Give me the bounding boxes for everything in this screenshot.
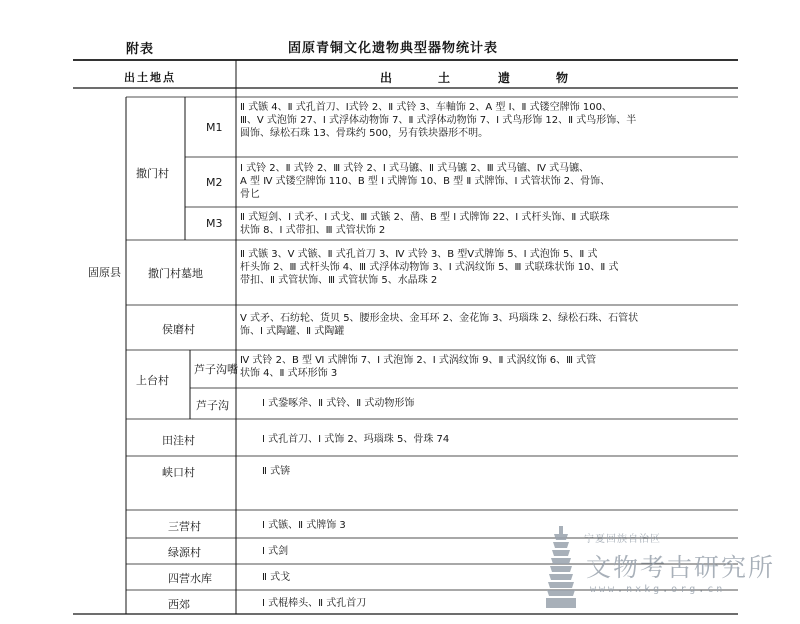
row-items-xijiao: Ⅰ 式棍棒头、Ⅱ 式孔首刀 <box>262 598 367 609</box>
county-label: 固原县 <box>88 266 121 279</box>
place-siying-reservoir: 四营水库 <box>168 572 212 585</box>
sub-label-luzigou: 芦子沟 <box>196 399 229 412</box>
row-items-saimen-cemetery: Ⅱ 式镞 3、Ⅴ 式镞、Ⅱ 式孔首刀 3、Ⅳ 式铃 3、B 型Ⅴ式牌饰 5、Ⅰ 式泡饰 5、Ⅱ 式 杆头饰 2、Ⅲ 式杆头饰 4、Ⅲ 式浮体动物饰 3、Ⅰ 式涡纹饰 5、Ⅲ 式联珠状饰 10、Ⅱ 式 带扣、Ⅱ 式管状饰、Ⅲ 式管状饰 5、水晶珠 2 <box>240 249 619 286</box>
group-shangtai: 上台村 <box>136 374 169 387</box>
place-xijiao: 西郊 <box>168 598 190 611</box>
header-site: 出土地点 <box>124 71 176 84</box>
row-items-luzigouzui: Ⅳ 式铃 2、B 型 Ⅵ 式牌饰 7、Ⅰ 式泡饰 2、Ⅰ 式涡纹饰 9、Ⅱ 式涡纹饰 6、Ⅲ 式管 状饰 4、Ⅱ 式环形饰 3 <box>240 355 597 379</box>
row-items-siying-reservoir: Ⅱ 式戈 <box>262 572 291 583</box>
place-tianwa: 田洼村 <box>162 434 195 447</box>
place-sanying: 三营村 <box>168 520 201 533</box>
sub-label-luzigouzui: 芦子沟嘴 <box>194 363 238 376</box>
header-item-1: 出 <box>380 71 393 85</box>
table-caption-label: 附表 <box>126 42 155 57</box>
institute-watermark <box>540 524 780 614</box>
place-saimen-cemetery: 撒门村墓地 <box>148 267 203 280</box>
row-items-xiakou: Ⅱ 式锛 <box>262 466 291 477</box>
table-title: 固原青铜文化遗物典型器物统计表 <box>288 41 499 56</box>
sub-label-m1: M1 <box>206 121 223 134</box>
row-items-lvyuan: Ⅰ 式剑 <box>262 546 289 557</box>
row-items-luzigou: Ⅰ 式銎啄斧、Ⅱ 式铃、Ⅱ 式动物形饰 <box>262 398 415 409</box>
group-saimen: 撒门村 <box>136 167 169 180</box>
row-items-m1: Ⅱ 式镞 4、Ⅱ 式孔首刀、Ⅰ式铃 2、Ⅱ 式铃 3、车軸饰 2、A 型 Ⅰ、Ⅱ 式镂空牌饰 100、 Ⅲ、Ⅴ 式泡饰 27、Ⅰ 式浮体动物饰 7、Ⅱ 式浮体动物饰 7、Ⅰ 式鸟形饰 12、Ⅱ 式鸟形饰、半 圆饰、绿松石珠 13、骨珠约 500，另有铁块器形不明。 <box>240 102 637 139</box>
header-item-2: 土 <box>438 71 451 85</box>
row-items-m3: Ⅱ 式短剑、Ⅰ 式矛、Ⅰ 式戈、Ⅲ 式镞 2、凿、B 型 Ⅰ 式牌饰 22、Ⅰ 式杆头饰、Ⅱ 式联珠 状饰 8、Ⅰ 式带扣、Ⅲ 式管状饰 2 <box>240 212 610 236</box>
pagoda-icon <box>544 526 578 610</box>
row-items-tianwa: Ⅰ 式孔首刀、Ⅰ 式饰 2、玛瑙珠 5、骨珠 74 <box>262 434 450 445</box>
row-items-sanying: Ⅰ 式镞、Ⅱ 式牌饰 3 <box>262 520 346 531</box>
row-items-m2: Ⅰ 式铃 2、Ⅱ 式铃 2、Ⅲ 式铃 2、Ⅰ 式马镳、Ⅱ 式马镳 2、Ⅲ 式马镳、Ⅳ 式马镳、 A 型 Ⅳ 式镂空牌饰 110、B 型 Ⅰ 式牌饰 10、B 型 Ⅱ 式牌饰、Ⅰ 式管状饰 2、骨饰、 骨匕 <box>240 163 611 200</box>
sub-label-m2: M2 <box>206 176 223 189</box>
header-item-3: 遗 <box>498 71 511 85</box>
watermark-institute: 文物考古研究所 <box>586 553 776 582</box>
place-houmo: 侯磨村 <box>162 323 195 336</box>
place-lvyuan: 绿源村 <box>168 546 201 559</box>
sub-label-m3: M3 <box>206 217 223 230</box>
row-items-houmo: Ⅴ 式矛、石纺轮、货贝 5、腰形金块、金耳环 2、金花饰 3、玛瑙珠 2、绿松石珠、石管状 饰、Ⅰ 式陶罐、Ⅱ 式陶罐 <box>240 313 639 337</box>
place-xiakou: 峡口村 <box>162 466 195 479</box>
watermark-url: www.nxkg.org.cn <box>590 584 726 595</box>
header-item-4: 物 <box>556 71 569 85</box>
watermark-region: 宁夏回族自治区 <box>584 534 661 545</box>
